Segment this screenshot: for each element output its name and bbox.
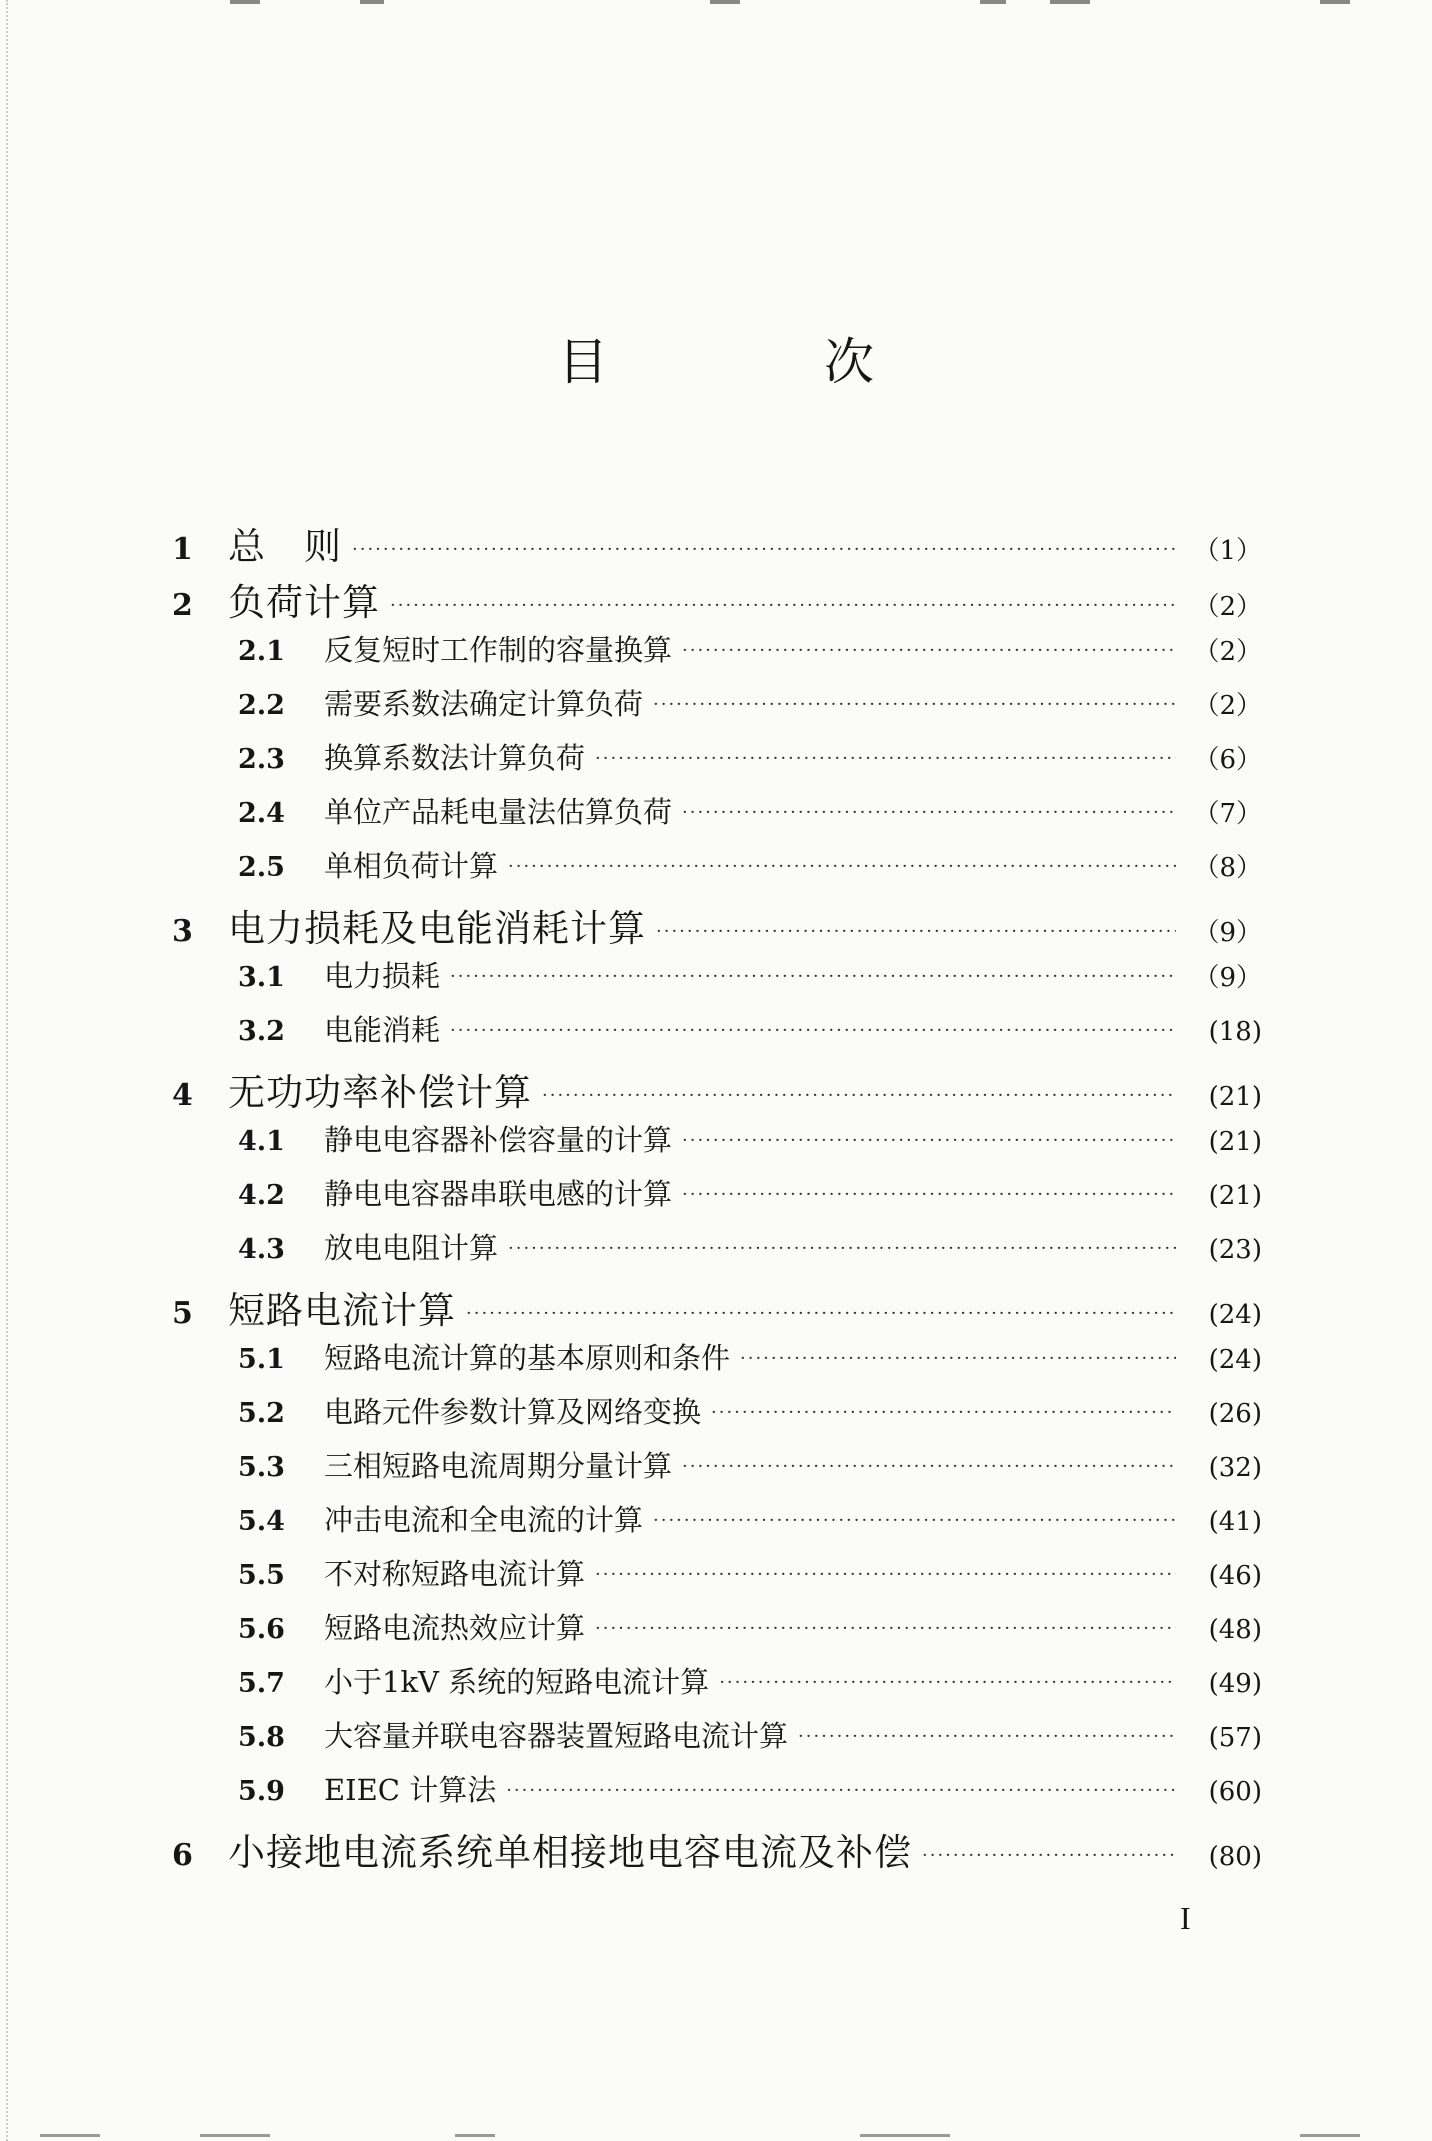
toc-entry-page: (80) bbox=[1208, 1842, 1262, 1872]
dot-leader bbox=[595, 1564, 1176, 1585]
toc-entry-page: （9） bbox=[1193, 918, 1262, 948]
toc-entry-label: 冲击电流和全电流的计算 bbox=[324, 1503, 644, 1537]
toc-entry-number: 4 bbox=[172, 1078, 193, 1113]
toc-entry-number: 5.6 bbox=[238, 1614, 285, 1645]
toc-entry-label: 总 则 bbox=[228, 525, 342, 568]
toc-entry-page: (57) bbox=[1208, 1723, 1262, 1753]
dot-leader bbox=[508, 856, 1176, 877]
toc-entry-label: 换算系数法计算负荷 bbox=[324, 741, 586, 775]
toc-entry-label: 电力损耗及电能消耗计算 bbox=[228, 907, 646, 950]
toc-entry-number: 5.2 bbox=[238, 1398, 285, 1429]
dot-leader bbox=[922, 1845, 1176, 1866]
toc-entry-page: （2） bbox=[1193, 637, 1262, 667]
toc-section-row[interactable] bbox=[172, 954, 1262, 1008]
toc-entry-page: （6） bbox=[1193, 745, 1262, 775]
toc-entry-label: 静电电容器串联电感的计算 bbox=[324, 1177, 673, 1211]
toc-entry-label: 电路元件参数计算及网络变换 bbox=[324, 1395, 702, 1429]
dot-leader bbox=[682, 1184, 1176, 1205]
dot-leader bbox=[798, 1726, 1176, 1747]
toc-entry-label: 反复短时工作制的容量换算 bbox=[324, 633, 673, 667]
toc-entry-number: 2.1 bbox=[238, 636, 285, 667]
toc-entry-number: 5.4 bbox=[238, 1506, 285, 1537]
toc-entry-number: 5.1 bbox=[238, 1344, 285, 1375]
toc-entry-number: 4.3 bbox=[238, 1234, 285, 1265]
toc-entry-number: 4.2 bbox=[238, 1180, 285, 1211]
dot-leader bbox=[653, 1510, 1176, 1531]
toc-entry-number: 2.5 bbox=[238, 852, 285, 883]
toc-section-row[interactable] bbox=[172, 1008, 1262, 1062]
toc-entry-page: （9） bbox=[1193, 963, 1262, 993]
toc-section-row[interactable] bbox=[172, 1444, 1262, 1498]
dot-leader bbox=[719, 1672, 1176, 1693]
toc-section-row[interactable] bbox=[172, 1498, 1262, 1552]
toc-entry-label: 小于1kV 系统的短路电流计算 bbox=[324, 1665, 710, 1699]
toc-entry-page: （8） bbox=[1193, 853, 1262, 883]
toc-entry-label: 大容量并联电容器装置短路电流计算 bbox=[324, 1719, 789, 1753]
dot-leader bbox=[711, 1402, 1176, 1423]
dot-leader bbox=[682, 1456, 1176, 1477]
toc-entry-page: （1） bbox=[1193, 536, 1262, 566]
toc-section-row[interactable] bbox=[172, 1606, 1262, 1660]
toc-entry-page: (18) bbox=[1208, 1017, 1262, 1047]
toc-entry-number: 3.1 bbox=[238, 962, 285, 993]
toc-entry-page: (48) bbox=[1208, 1615, 1262, 1645]
toc-entry-page: (60) bbox=[1208, 1777, 1262, 1807]
toc-entry-label: 负荷计算 bbox=[228, 581, 380, 624]
dot-leader bbox=[466, 1303, 1176, 1324]
dot-leader bbox=[682, 1130, 1176, 1151]
toc-entry-page: （2） bbox=[1193, 592, 1262, 622]
dot-leader bbox=[352, 539, 1176, 560]
toc-entry-label: 短路电流热效应计算 bbox=[324, 1611, 586, 1645]
scan-top-artifact bbox=[0, 0, 1432, 8]
toc-entry-number: 3 bbox=[172, 914, 193, 949]
toc-entry-page: (32) bbox=[1208, 1453, 1262, 1483]
toc-chapter-row[interactable] bbox=[172, 572, 1262, 628]
toc-section-row[interactable] bbox=[172, 1226, 1262, 1280]
toc-entry-label: 需要系数法确定计算负荷 bbox=[324, 687, 644, 721]
toc-entry-label: 放电电阻计算 bbox=[324, 1231, 499, 1265]
toc-chapter-row[interactable] bbox=[172, 898, 1262, 954]
toc-entry-label: 小接地电流系统单相接地电容电流及补偿 bbox=[228, 1831, 912, 1874]
toc-entry-label: 短路电流计算 bbox=[228, 1289, 456, 1332]
toc-entry-page: (49) bbox=[1208, 1669, 1262, 1699]
toc-entry-number: 4.1 bbox=[238, 1126, 285, 1157]
toc-entry-number: 2.3 bbox=[238, 744, 285, 775]
toc-entry-page: (21) bbox=[1208, 1082, 1262, 1112]
dot-leader bbox=[653, 694, 1176, 715]
toc-entry-page: (23) bbox=[1208, 1235, 1262, 1265]
scan-bottom-artifact bbox=[0, 2129, 1432, 2137]
table-of-contents bbox=[172, 516, 1262, 1878]
dot-leader bbox=[508, 1238, 1176, 1259]
toc-entry-label: 电力损耗 bbox=[324, 959, 441, 993]
dot-leader bbox=[450, 1020, 1176, 1041]
toc-chapter-row[interactable] bbox=[172, 1062, 1262, 1118]
toc-section-row[interactable] bbox=[172, 1118, 1262, 1172]
toc-entry-page: (24) bbox=[1208, 1300, 1262, 1330]
toc-entry-page: (46) bbox=[1208, 1561, 1262, 1591]
dot-leader bbox=[682, 802, 1176, 823]
dot-leader bbox=[740, 1348, 1176, 1369]
dot-leader bbox=[682, 640, 1176, 661]
toc-entry-page: (21) bbox=[1208, 1127, 1262, 1157]
toc-entry-label: 单位产品耗电量法估算负荷 bbox=[324, 795, 673, 829]
toc-entry-page: （7） bbox=[1193, 799, 1262, 829]
toc-section-row[interactable] bbox=[172, 682, 1262, 736]
toc-section-row[interactable] bbox=[172, 1172, 1262, 1226]
toc-chapter-row[interactable] bbox=[172, 516, 1262, 572]
toc-section-row[interactable] bbox=[172, 1714, 1262, 1768]
toc-section-row[interactable] bbox=[172, 790, 1262, 844]
toc-section-row[interactable] bbox=[172, 844, 1262, 898]
page-title: 目 次 bbox=[558, 333, 974, 391]
toc-entry-label: EIEC 计算法 bbox=[324, 1773, 497, 1807]
toc-entry-label: 单相负荷计算 bbox=[324, 849, 499, 883]
toc-entry-label: 电能消耗 bbox=[324, 1013, 441, 1047]
toc-entry-number: 2 bbox=[172, 588, 193, 623]
toc-entry-number: 5.8 bbox=[238, 1722, 285, 1753]
toc-entry-number: 2.4 bbox=[238, 798, 285, 829]
dot-leader bbox=[595, 748, 1176, 769]
toc-entry-label: 静电电容器补偿容量的计算 bbox=[324, 1123, 673, 1157]
toc-entry-page: (21) bbox=[1208, 1181, 1262, 1211]
toc-entry-number: 5.5 bbox=[238, 1560, 285, 1591]
dot-leader bbox=[595, 1618, 1176, 1639]
toc-entry-label: 三相短路电流周期分量计算 bbox=[324, 1449, 673, 1483]
toc-section-row[interactable] bbox=[172, 1336, 1262, 1390]
toc-section-row[interactable] bbox=[172, 628, 1262, 682]
toc-entry-number: 5.7 bbox=[238, 1668, 285, 1699]
toc-entry-label: 不对称短路电流计算 bbox=[324, 1557, 586, 1591]
toc-entry-page: (41) bbox=[1208, 1507, 1262, 1537]
toc-section-row[interactable] bbox=[172, 1660, 1262, 1714]
toc-section-row[interactable] bbox=[172, 1552, 1262, 1606]
dot-leader bbox=[656, 921, 1176, 942]
page-number: I bbox=[1180, 1900, 1191, 1936]
toc-entry-number: 2.2 bbox=[238, 690, 285, 721]
toc-section-row[interactable] bbox=[172, 1390, 1262, 1444]
toc-section-row[interactable] bbox=[172, 736, 1262, 790]
toc-entry-page: (26) bbox=[1208, 1399, 1262, 1429]
toc-entry-number: 3.2 bbox=[238, 1016, 285, 1047]
toc-chapter-row[interactable] bbox=[172, 1280, 1262, 1336]
dot-leader bbox=[506, 1780, 1176, 1801]
toc-entry-label: 无功功率补偿计算 bbox=[228, 1071, 532, 1114]
dot-leader bbox=[390, 595, 1176, 616]
dot-leader bbox=[450, 966, 1176, 987]
toc-entry-number: 6 bbox=[172, 1838, 193, 1873]
toc-entry-number: 1 bbox=[172, 532, 193, 567]
toc-entry-page: (24) bbox=[1208, 1345, 1262, 1375]
toc-chapter-row[interactable] bbox=[172, 1822, 1262, 1878]
dot-leader bbox=[542, 1085, 1176, 1106]
toc-entry-number: 5.3 bbox=[238, 1452, 285, 1483]
toc-entry-number: 5 bbox=[172, 1296, 193, 1331]
toc-entry-number: 5.9 bbox=[238, 1776, 285, 1807]
toc-section-row[interactable] bbox=[172, 1768, 1262, 1822]
toc-entry-label: 短路电流计算的基本原则和条件 bbox=[324, 1341, 731, 1375]
toc-entry-page: （2） bbox=[1193, 691, 1262, 721]
